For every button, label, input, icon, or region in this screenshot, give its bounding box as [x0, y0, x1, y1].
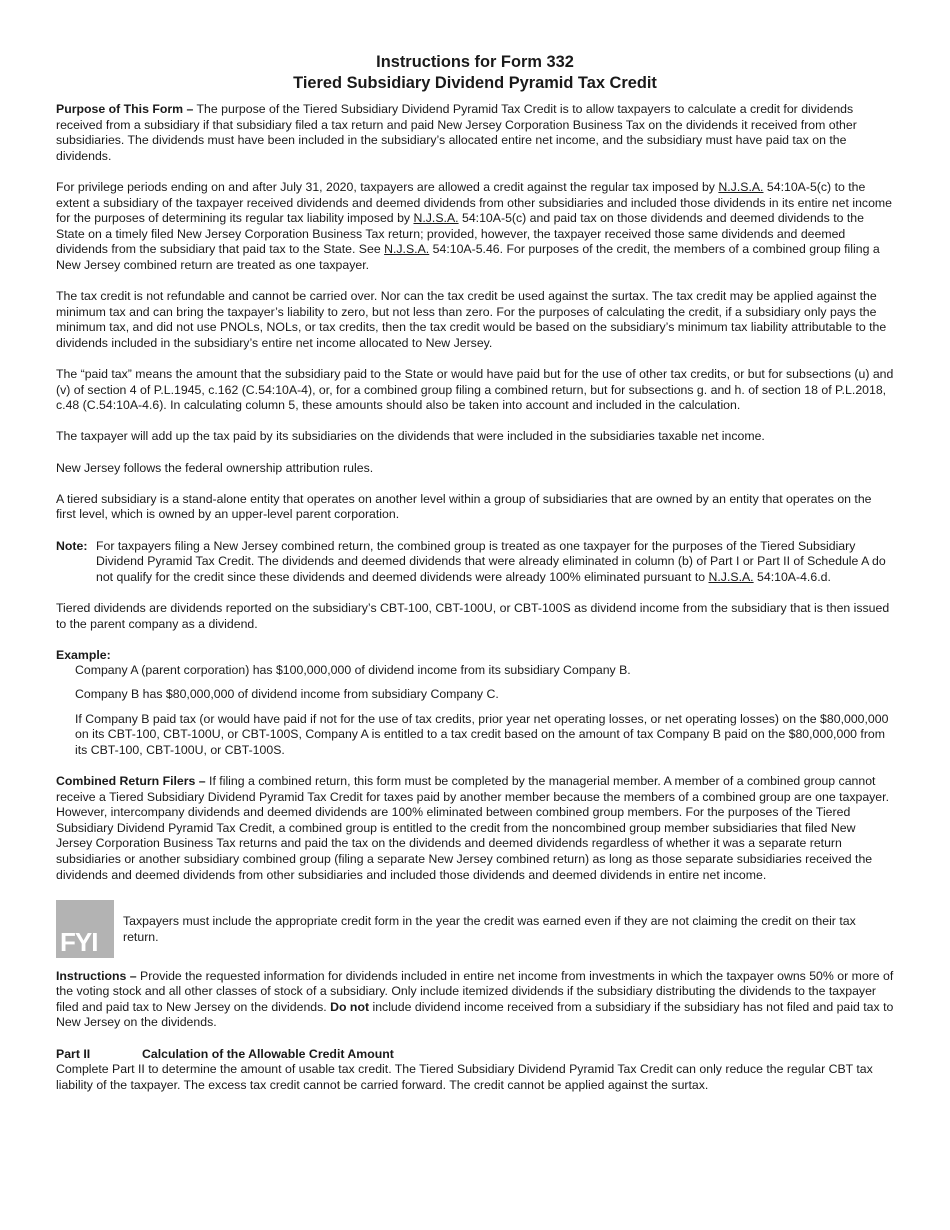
title-line-credit: Tiered Subsidiary Dividend Pyramid Tax Credit: [293, 74, 657, 92]
purpose-text: The purpose of the Tiered Subsidiary Dividend Pyramid Tax Credit is to allow taxpayers to calculate a credit for dividends received from a subsidiary if that subsidiary filed a tax return and paid New Jersey Corporation Business Tax on the dividends it received from other subsidiaries. The dividends must have been included in the subsidiary’s allocated entire net income, and the subsidiary must have paid tax on the dividends.: [56, 102, 857, 163]
example-item: If Company B paid tax (or would have paid if not for the use of tax credits, prior year net operating losses, or net operating losses) on the $80,000,000 on its CBT-100, CBT-100U, or CBT-100S, Company A is entitled to a tax credit based on the amount of tax Company B paid on the $80,000,000 from its CBT-100, CBT-100U, or CBT-100S.: [75, 711, 889, 757]
fyi-badge-text: FYI: [60, 926, 98, 957]
fyi-callout: [56, 899, 894, 959]
refundable-paragraph: The tax credit is not refundable and cannot be carried over. Nor can the tax credit be used against the surtax. The tax credit may be applied against the minimum tax and can bring the taxpayer’s liability to zero, but not less than zero. For the purposes of calculating the credit, if a subsidiary only pays the minimum tax, and did not use PNOLs, NOLs, or tax credits, then the tax credit would be based on the subsidiary’s minimum tax liability attributable to the dividends included in the subsidiary’s entire net income allocated to New Jersey.: [56, 289, 887, 350]
privilege-text-1: For privilege periods ending on and after July 31, 2020, taxpayers are allowed a credit against the regular tax imposed by: [56, 179, 719, 194]
part-number: Part II: [56, 1046, 91, 1061]
njsa-reference: N.J.S.A.: [718, 179, 764, 194]
njsa-reference: N.J.S.A.: [708, 569, 754, 584]
part-ii-paragraph: Complete Part II to determine the amount of usable tax credit. The Tiered Subsidiary Dividend Pyramid Tax Credit can only reduce the regular CBT tax liability of the taxpayer. The excess tax credit cannot be carried forward. The credit cannot be applied against the surtax.: [56, 1062, 873, 1092]
instructions-text-1: Provide the requested information for dividends included in entire net income from investments in which the taxpayer owns 50% or more of the voting stock and all other classes of stock of a subsidiary. Only include itemized dividends if the subsidiary distributing the dividends to the taxpayer filed and paid tax to New Jersey on the dividends.: [56, 968, 894, 1014]
add-up-paragraph: The taxpayer will add up the tax paid by its subsidiaries on the dividends that were included in the subsidiaries taxable net income.: [56, 429, 765, 444]
note-block: [56, 539, 894, 586]
attribution-paragraph: New Jersey follows the federal ownership attribution rules.: [56, 460, 374, 475]
privilege-text-4: 54:10A-5.46. For purposes of the credit, the members of a combined group filing a New Jersey combined return are treated as one taxpayer.: [56, 242, 880, 272]
note-label: Note:: [56, 538, 88, 553]
example-item: Company A (parent corporation) has $100,000,000 of dividend income from its subsidiary Company B.: [75, 663, 631, 678]
purpose-label: Purpose of This Form –: [56, 102, 194, 116]
instructions-text-2: include dividend income received from a subsidiary if the subsidiary has not filed and paid tax to New Jersey on the dividends.: [56, 999, 894, 1030]
tiered-dividends-paragraph: Tiered dividends are dividends reported on the subsidiary’s CBT-100, CBT-100U, or CBT-100S as dividend income from the subsidiary that is then issued to the parent company as a dividend.: [56, 601, 890, 631]
part-title: Calculation of the Allowable Credit Amount: [142, 1046, 394, 1061]
privilege-text-3: 54:10A-5(c) and paid tax on those dividends and deemed dividends to the State on a timely filed New Jersey Corporation Business Tax return; provided, however, the taxpayer received those same dividends and deemed dividends from the subsidiary that paid tax to the State. See: [56, 211, 864, 257]
njsa-reference: N.J.S.A.: [384, 242, 430, 257]
purpose-paragraph: [56, 102, 894, 164]
note-text-2: 54:10A-4.6.d.: [753, 569, 831, 584]
privilege-paragraph: [56, 180, 894, 274]
example-label: Example:: [56, 647, 111, 662]
note-body: [96, 539, 894, 586]
njsa-reference: N.J.S.A.: [413, 211, 459, 226]
title-line-form: Instructions for Form 332: [376, 53, 574, 71]
fyi-text: Taxpayers must include the appropriate credit form in the year the credit was earned even if they are not claiming the credit on their tax return.: [123, 914, 856, 944]
instructions-label: Instructions –: [56, 968, 137, 983]
part-ii-heading: [56, 1047, 894, 1063]
example-item: Company B has $80,000,000 of dividend income from subsidiary Company C.: [75, 687, 499, 702]
combined-text: If filing a combined return, this form must be completed by the managerial member. A member of a combined group cannot receive a Tiered Subsidiary Dividend Pyramid Tax Credit for taxes paid by another member because the members of a combined group are one taxpayer. However, intercompany dividends and deemed dividends are 100% eliminated between combined group members. For the purposes of the Tiered Subsidiary Dividend Pyramid Tax Credit, a combined group is entitled to the credit from the noncombined group member subsidiaries that filed New Jersey Corporation Business Tax returns and paid the tax on the dividends and deemed dividends regardless of whether it was a separate return subsidiaries or another subsidiary combined group (filing a separate New Jersey combined return) as long as those separate subsidiaries received the dividends and deemed dividends from other subsidiaries and included those dividends and deemed dividends in entire net income.: [56, 773, 889, 882]
combined-filers-paragraph: [56, 774, 894, 883]
page-title: [56, 52, 894, 94]
fyi-icon: [56, 900, 114, 958]
instructions-page: [56, 52, 894, 1109]
tiered-subsidiary-paragraph: A tiered subsidiary is a stand-alone entity that operates on another level within a group of subsidiaries that are owned by an entity that operates on the first level, which is owned by an upper-level parent corporation.: [56, 491, 872, 522]
privilege-text-2: 54:10A-5(c) to the extent a subsidiary of the taxpayer received dividends and deemed dividends from other subsidiaries and included those dividends in its entire net income for the purposes of determining its regular tax liability imposed by: [56, 179, 892, 226]
do-not-emphasis: Do not: [330, 999, 370, 1014]
note-text-1: For taxpayers filing a New Jersey combined return, the combined group is treated as one taxpayer for the purposes of the Tiered Subsidiary Dividend Pyramid Tax Credit. The dividends and deemed dividends that were already eliminated in column (b) of Part I or Part II of Schedule A do not qualify for the credit since these dividends and deemed dividends were already 100% eliminated pursuant to: [96, 538, 886, 584]
combined-label: Combined Return Filers –: [56, 773, 206, 788]
paid-tax-paragraph: The “paid tax” means the amount that the subsidiary paid to the State or would have paid but for the use of other tax credits, or but for subsections (u) and (v) of section 4 of P.L.1945, c.162 (C.54:10A-4), or, for a combined group filing a combined return, but for subsections g. and h. of section 18 of P.L.2018, c.48 (C.54:10A-4.6). In calculating column 5, these amounts should also be taken into account and included in the calculation.: [56, 367, 894, 413]
instructions-paragraph: [56, 969, 894, 1031]
